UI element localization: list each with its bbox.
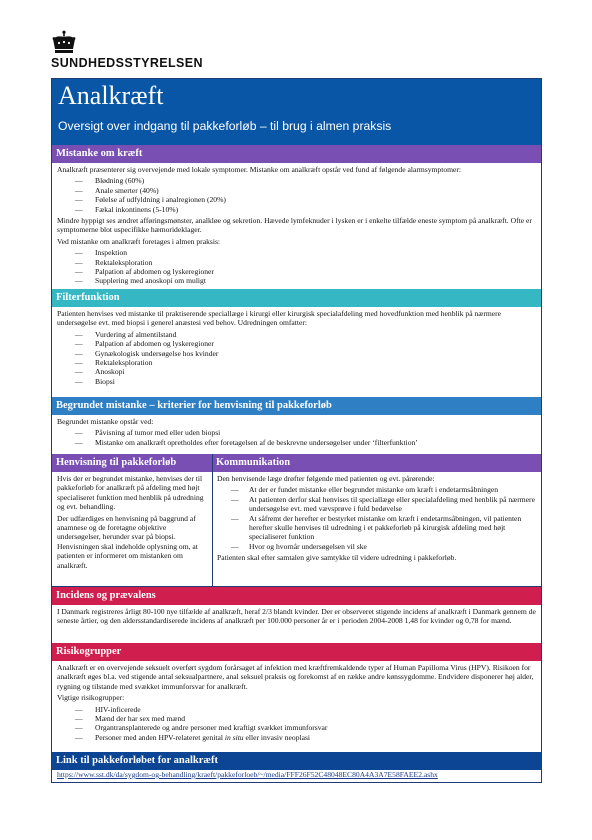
referral-column: [52, 454, 212, 574]
list-item: — Mistanke om analkræft opretholdes efter foretagelsen af de beskrevne undersøgelser under ‘filterfunktion’: [57, 438, 536, 447]
organization-logo: [51, 30, 211, 74]
risk-group-italic: in situ: [224, 732, 244, 742]
list-item: — Anale smerter (40%): [57, 186, 536, 195]
mistanke-exam-intro: Ved mistanke om analkræft foretages i almen praksis:: [57, 236, 221, 246]
section-begrundet: [52, 415, 541, 451]
page-subtitle: Oversigt over indgang til pakkeforløb – til brug i almen praksis: [58, 119, 392, 133]
section-henvisning: [52, 472, 212, 574]
kommunikation-list: [217, 485, 536, 551]
section-heading-link: Link til pakkeforløbet for analkræft: [52, 752, 541, 770]
column-divider: [212, 454, 213, 586]
crown-icon: [51, 30, 77, 56]
exam-list: [57, 248, 536, 286]
list-item: — Palpation af abdomen og lyskeregioner: [57, 339, 536, 348]
list-item: — Vurdering af almentilstand: [57, 330, 536, 339]
henvisning-paragraph: Der udfærdiges en henvisning på baggrund af anamnese og de foretagne objektive undersøgelser, herunder svar på biopsi. Henvisningen skal indeholde oplysning om, at patienten er informeret om mistanken om analkræft.: [57, 513, 198, 570]
risiko-groups-intro: Vigtige risikogrupper:: [57, 693, 125, 703]
section-heading-mistanke: Mistanke om kræft: [52, 145, 541, 163]
page-title: Analkræft: [58, 81, 164, 110]
begrundet-list: [57, 428, 536, 447]
section-link: [52, 769, 541, 781]
risk-group-text: eller invasiv neoplasi: [243, 732, 311, 742]
list-item: — At der er fundet mistanke eller begrundet mistanke om kræft i endetarmsåbningen: [217, 485, 536, 494]
list-item: — Påvisning af tumor med eller uden biopsi: [57, 428, 536, 437]
list-item: — Fækal inkontinens (5-10%): [57, 205, 536, 214]
mistanke-intro: Analkræft præsenterer sig overvejende med lokale symptomer. Mistanke om analkræft opstår ved fund af følgende alarmsymptomer:: [57, 165, 462, 174]
list-item: — At patienten derfor skal henvises til speciallæge eller specialafdeling med henblik på nærmere undersøgelse evt. med vævsprøve i fuld bedøvelse: [217, 495, 536, 514]
list-item: — At såfremt der herefter er bestyrket mistanke om kræft i endetarmsåbningen, vil patienten herefter skulle henvises til udredning i et pakkeforløb på kirurgisk afdeling med højt specialiseret funktion: [217, 514, 536, 542]
filter-intro: Patienten henvises ved mistanke til praktiserende speciallæge i kirurgi eller kirurgisk specialafdeling med hovedfunktion med henblik på nærmere undersøgelse evt. med biopsi i generel anæstesi ved behov. Udredningen omfatter:: [57, 309, 502, 328]
henvisning-paragraph: Hvis der er begrundet mistanke, henvises der til pakkeforløb for analkræft på afdeling med højt specialiseret funktion med henblik på udredning og evt. behandling.: [57, 474, 204, 512]
list-item: — Gynækologisk undersøgelse hos kvinder: [57, 349, 536, 358]
risiko-text: Analkræft er en overvejende seksuelt overført sygdom forårsaget af infektion med kræftfremkaldende typer af Human Papilloma Virus (HPV). Risikoen for analkræft øges bl.a. ved stigende antal seksualpartnere, anal seksuel praksis og forekomst af en række andre kønssygdomme. Endvidere disponerer høj alder, rygning og tilstande med svækket immunforsvar for analkræft.: [57, 663, 534, 691]
section-heading-risiko: Risikogrupper: [52, 643, 541, 661]
list-item: — Mænd der har sex med mænd: [57, 714, 536, 723]
list-item: — Biopsi: [57, 377, 536, 386]
section-risiko: [52, 661, 541, 746]
list-item: — Rektaleksploration: [57, 258, 536, 267]
list-item: — Inspektion: [57, 248, 536, 257]
list-item: — Palpation af abdomen og lyskeregioner: [57, 267, 536, 276]
list-item: — HIV-inficerede: [57, 705, 536, 714]
list-item: — Organtransplanterede og andre personer med kraftigt svækket immunforsvar: [57, 723, 536, 732]
section-kommunikation: [212, 472, 541, 567]
incidens-text: I Danmark registreres årligt 80-100 nye tilfælde af analkræft, heraf 2/3 blandt kvinder. Der er observeret stigende incidens af analkræft i Danmark gennem de seneste årtier, og den aldersstandardiserede incidens af analkræft per 100.000 personer år er i perioden 2004-2008 1,48 for kvinder og 0,78 for mænd.: [57, 607, 536, 626]
kommunikation-outro: Patienten skal efter samtalen give samtykke til videre udredning i pakkeforløb.: [217, 553, 457, 563]
kommunikation-intro: Den henvisende læge drøfter følgende med patienten og evt. pårørende:: [217, 474, 435, 483]
list-item: — Supplering med anoskopi om muligt: [57, 276, 536, 285]
mistanke-other-symptoms: Mindre hyppigt ses ændret afføringsmønster, analkløe og sekretion. Hævede lymfeknuder i lysken er i enkelte tilfælde eneste symptom på analkræft. Ofte er symptomerne blot uspecifikke hæmorideklager.: [57, 216, 532, 235]
risk-group-list: [57, 705, 536, 743]
section-heading-kommunikation: Kommunikation: [212, 454, 541, 472]
section-heading-filter: Filterfunktion: [52, 289, 541, 307]
begrundet-intro: Begrundet mistanke opstår ved:: [57, 417, 154, 426]
section-mistanke: [52, 163, 541, 290]
pathway-sheet: [51, 78, 542, 783]
section-heading-incidens: Incidens og prævalens: [52, 587, 541, 605]
section-filter: [52, 307, 541, 390]
communication-column: [212, 454, 541, 567]
risk-group-text: Personer med anden HPV-relateret genital: [95, 732, 225, 742]
alarm-symptom-list: [57, 176, 536, 214]
list-item: — Anoskopi: [57, 367, 536, 376]
section-heading-henvisning: Henvisning til pakkeforløb: [52, 454, 212, 472]
organization-name: SUNDHEDSSTYRELSEN: [51, 56, 203, 70]
list-item: — Rektaleksploration: [57, 358, 536, 367]
section-incidens: [52, 605, 541, 630]
list-item: — Blødning (60%): [57, 176, 536, 185]
section-heading-begrundet: Begrundet mistanke – kriterier for henvisning til pakkeforløb: [52, 397, 541, 415]
title-banner: [52, 79, 541, 145]
filter-list: [57, 330, 536, 386]
list-item: — Hvor og hvornår undersøgelsen vil ske: [217, 542, 536, 551]
list-item: [57, 733, 536, 742]
list-item: — Følelse af udfyldning i analregionen (20%): [57, 195, 536, 204]
pathway-link[interactable]: https://www.sst.dk/da/sygdom-og-behandling/kraeft/pakkeforloeb/~/media/FFF26F52C48048EC80A4A3A7E58FAEE2.ashx: [57, 770, 438, 779]
